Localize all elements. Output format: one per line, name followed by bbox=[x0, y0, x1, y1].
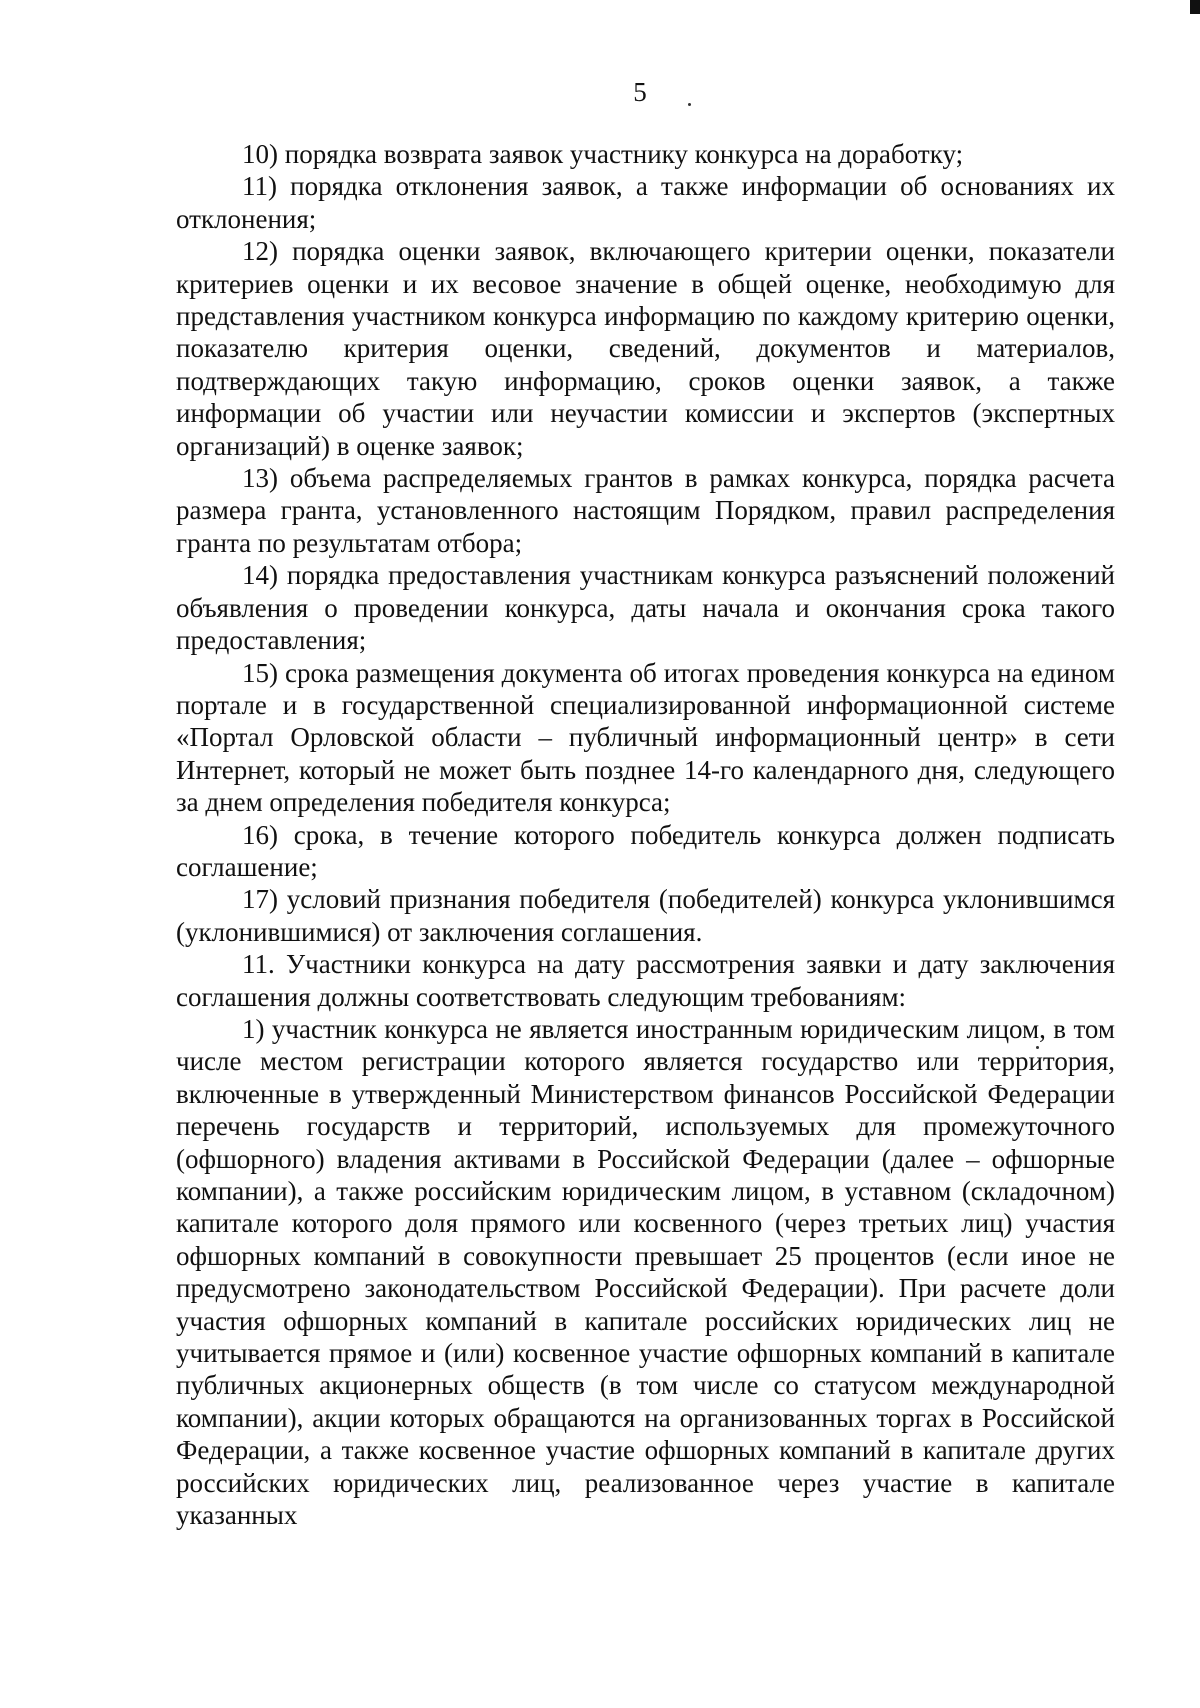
requirement-item-1: 1) участник конкурса не является иностранным юридическим лицом, в том числе местом регистрации которого является государство или территория, включенные в утвержденный Министерством финансов Российской Федерации перечень государств и территорий, используемых для промежуточного (офшорного) владения активами в Российской Федерации (далее – офшорные компании), а также российским юридическим лицом, в уставном (складочном) капитале которого доля прямого или косвенного (через третьих лиц) участия офшорных компаний в совокупности превышает 25 процентов (если иное не предусмотрено законодательством Российской Федерации). При расчете доли участия офшорных компаний в капитале российских юридических лиц не учитывается прямое и (или) косвенное участие офшорных компаний в капитале публичных акционерных обществ (в том числе со статусом международной компании), акции которых обращаются на организованных торгах в Российской Федерации, а также косвенное участие офшорных компаний в капитале других российских юридических лиц, реализованное через участие в капитале указанных bbox=[176, 1013, 1115, 1531]
list-item-10: 10) порядка возврата заявок участнику конкурса на доработку; bbox=[242, 139, 964, 169]
list-item-13: 13) объема распределяемых грантов в рамках конкурса, порядка расчета размера гранта, установленного настоящим Порядком, правил распределения гранта по результатам отбора; bbox=[176, 463, 1115, 558]
list-item-16: 16) срока, в течение которого победитель конкурса должен подписать соглашение; bbox=[176, 819, 1115, 882]
list-item-14: 14) порядка предоставления участникам конкурса разъяснений положений объявления о проведении конкурса, даты начала и окончания срока такого предоставления; bbox=[176, 560, 1115, 656]
scan-speck bbox=[688, 103, 691, 106]
list-item-17: 17) условий признания победителя (победителей) конкурса уклонившимся (уклонившимися) от заключения соглашения. bbox=[176, 884, 1115, 947]
list-item-15: 15) срока размещения документа об итогах проведения конкурса на едином портале и в государственной специализированной информационной системе «Портал Орловской области – публичный информационный центр» в сети Интернет, который не может быть позднее 14-го календарного дня, следующего за днем определения победителя конкурса; bbox=[176, 657, 1115, 818]
list-item-11: 11) порядка отклонения заявок, а также информации об основаниях их отклонения; bbox=[176, 171, 1115, 234]
list-item-12: 12) порядка оценки заявок, включающего критерии оценки, показатели критериев оценки и их весовое значение в общей оценке, необходимую для представления участником конкурса информацию по каждому критерию оценки, показателю критерия оценки, сведений, документов и материалов, подтверждающих такую информацию, сроков оценки заявок, а также информации об участии или неучастии комиссии и экспертов (экспертных организаций) в оценке заявок; bbox=[176, 236, 1115, 461]
scan-edge-mark bbox=[1190, 0, 1200, 14]
section-11-intro: 11. Участники конкурса на дату рассмотрения заявки и дату заключения соглашения должны соответствовать следующим требованиям: bbox=[176, 949, 1115, 1012]
document-body bbox=[176, 138, 1115, 1531]
page-number: 5 bbox=[633, 77, 647, 107]
